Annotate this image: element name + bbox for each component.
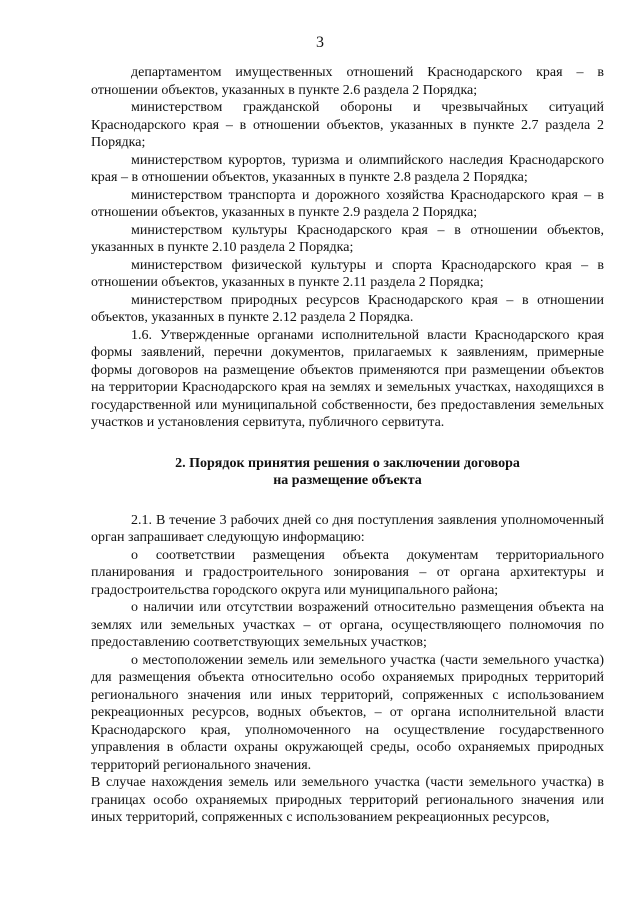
section-heading-line-1: 2. Порядок принятия решения о заключении договора bbox=[175, 455, 520, 471]
section-heading-line-2: на размещение объекта bbox=[273, 473, 422, 488]
paragraph-ministry-transport: министерством транспорта и дорожного хозяйства Краснодарского края – в отношении объектов, указанных в пункте 2.9 раздела 2 Порядка; bbox=[91, 187, 604, 220]
paragraph-ministry-sport: министерством физической культуры и спорта Краснодарского края – в отношении объектов, указанных в пункте 2.11 раздела 2 Порядка; bbox=[91, 257, 604, 290]
paragraph-objections-info: о наличии или отсутствии возражений относительно размещения объекта на землях или земельных участках – от органа, осуществляющего полномочия по предоставлению соответствующих земельных участков; bbox=[91, 600, 604, 650]
paragraph-department-property: департаментом имущественных отношений Краснодарского края – в отношении объектов, указанных в пункте 2.6 раздела 2 Порядка; bbox=[91, 65, 604, 98]
page-number: 3 bbox=[316, 34, 324, 51]
section-heading bbox=[91, 455, 604, 490]
paragraph-location-info: о местоположении земель или земельного участка (части земельного участка) для размещения объекта относительно особо охраняемых природных территорий регионального значения или иных территорий, сопряженных с использованием рекреационных ресурсов, водных объектов, – от органа исполнительной власти Краснодарского края, уполномоченного на осуществление государственного управления в области охраны окружающей среды, особо охраняемых природных территорий регионального значения. bbox=[91, 652, 604, 773]
paragraph-2-1: 2.1. В течение 3 рабочих дней со дня поступления заявления уполномоченный орган запрашивает следующую информацию: bbox=[91, 512, 604, 545]
paragraph-ministry-culture: министерством культуры Краснодарского края – в отношении объектов, указанных в пункте 2.10 раздела 2 Порядка; bbox=[91, 222, 604, 255]
paragraph-continuation: В случае нахождения земель или земельного участка (части земельного участка) в границах особо охраняемых природных территорий регионального значения или иных территорий, сопряженных с использованием рекреационных ресурсов, bbox=[91, 775, 604, 825]
paragraph-ministry-natural-resources: министерством природных ресурсов Краснодарского края – в отношении объектов, указанных в пункте 2.12 раздела 2 Порядка. bbox=[91, 292, 604, 325]
paragraph-1-6: 1.6. Утвержденные органами исполнительной власти Краснодарского края формы заявлений, перечни документов, прилагаемых к заявлениям, примерные формы договоров на размещение объектов применяются при размещении объектов на территории Краснодарского края на землях и земельных участках, находящихся в государственной или муниципальной собственности, без предоставления земельных участков и установления сервитута, публичного сервитута. bbox=[91, 327, 604, 430]
paragraph-zoning-info: о соответствии размещения объекта документам территориального планирования и градостроительного зонирования – от органа архитектуры и градостроительства городского округа или муниципального района; bbox=[91, 547, 604, 598]
paragraph-ministry-civil-defense: министерством гражданской обороны и чрезвычайных ситуаций Краснодарского края – в отношении объектов, указанных в пункте 2.7 раздела 2 Порядка; bbox=[91, 100, 604, 150]
paragraph-ministry-resorts: министерством курортов, туризма и олимпийского наследия Краснодарского края – в отношении объектов, указанных в пункте 2.8 раздела 2 Порядка; bbox=[91, 152, 604, 185]
document-body bbox=[91, 64, 604, 827]
